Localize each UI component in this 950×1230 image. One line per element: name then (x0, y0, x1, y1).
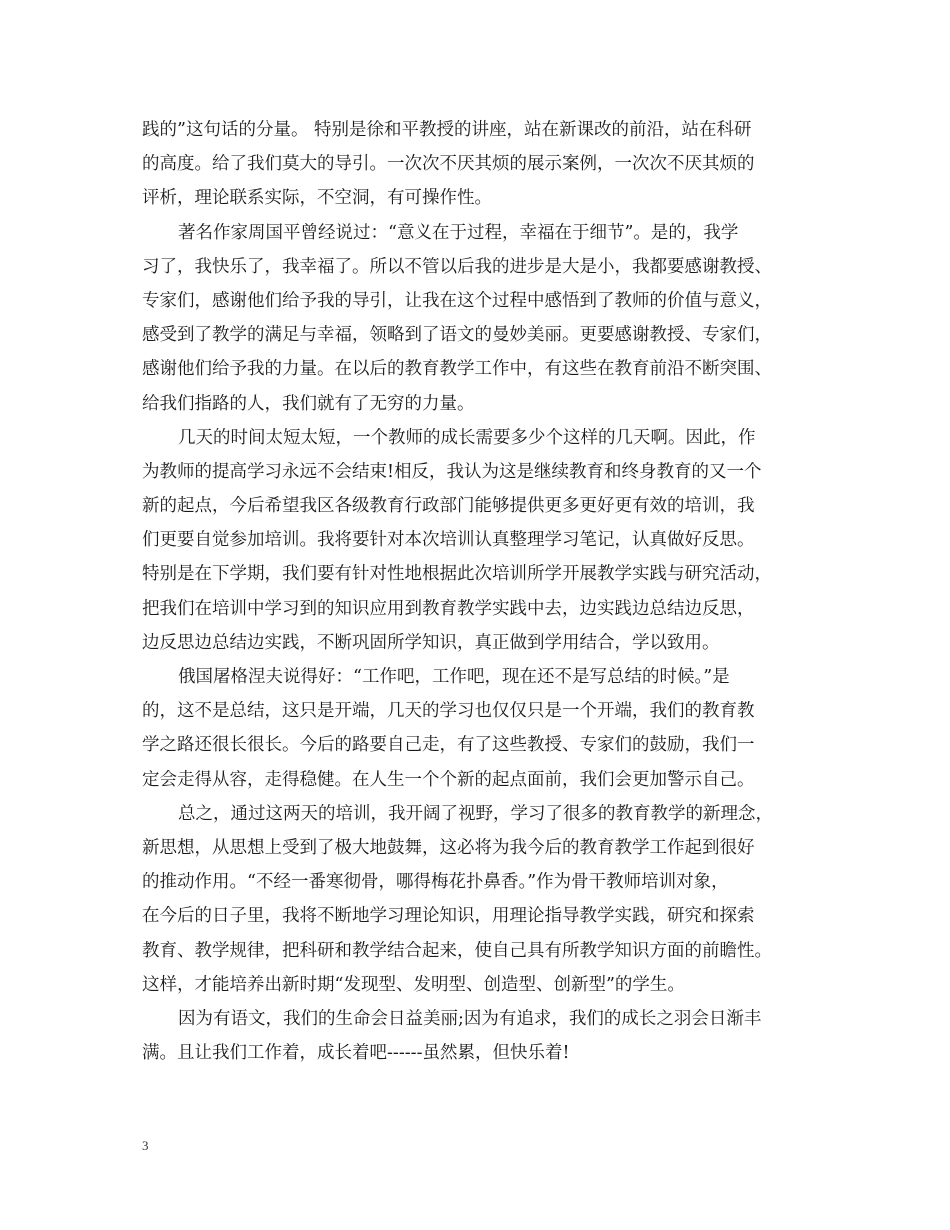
text-line: 感谢他们给予我的力量。在以后的教育教学工作中，有这些在教育前沿不断突围、 (142, 359, 772, 380)
text-line: 著名作家周国平曾经说过：“意义在于过程，幸福在于细节”。是的，我学 (178, 222, 739, 243)
text-line: 习了，我快乐了，我幸福了。所以不管以后我的进步是大是小，我都要感谢教授、 (142, 256, 772, 277)
text-line: 学之路还很长很长。今后的路要自己走，有了这些教授、专家们的鼓励，我们一 (142, 735, 755, 756)
text-line: 总之，通过这两天的培训，我开阔了视野，学习了很多的教育教学的新理念， (178, 803, 773, 824)
text-line: 教育、教学规律，把科研和教学结合起来，使自己具有所教学知识方面的前瞻性。 (142, 940, 772, 961)
text-line: 把我们在培训中学习到的知识应用到教育教学实践中去，边实践边总结边反思， (142, 598, 755, 619)
text-line: 的推动作用。“不经一番寒彻骨，哪得梅花扑鼻香。”作为骨干教师培训对象， (142, 872, 729, 893)
text-line: 感受到了教学的满足与幸福，领略到了语文的曼妙美丽。更要感谢教授、专家们， (142, 325, 772, 346)
text-line: 评析，理论联系实际，不空洞，有可操作性。 (142, 188, 492, 209)
text-line: 的高度。给了我们莫大的导引。一次次不厌其烦的展示案例，一次次不厌其烦的 (142, 154, 755, 175)
text-line: 特别是在下学期，我们要有针对性地根据此次培训所学开展教学实践与研究活动， (142, 564, 772, 585)
text-line: 践的”这句话的分量。 特别是徐和平教授的讲座，站在新课改的前沿，站在科研 (142, 120, 752, 140)
text-line: 几天的时间太短太短，一个教师的成长需要多少个这样的几天啊。因此，作 (178, 427, 756, 448)
text-line: 这样，才能培养出新时期“发现型、发明型、创造型、创新型”的学生。 (142, 974, 685, 995)
text-line: 在今后的日子里，我将不断地学习理论知识，用理论指导教学实践，研究和探索 (142, 906, 755, 927)
text-line: 边反思边总结边实践，不断巩固所学知识，真正做到学用结合，学以致用。 (142, 632, 720, 653)
page-number: 3 (142, 1138, 149, 1153)
text-line: 定会走得从容，走得稳健。在人生一个个新的起点面前，我们会更加警示自己。 (142, 769, 755, 790)
body-text (142, 113, 826, 1070)
text-line: 因为有语文，我们的生命会日益美丽;因为有追求，我们的成长之羽会日渐丰 (178, 1008, 762, 1029)
text-line: 专家们，感谢他们给予我的导引，让我在这个过程中感悟到了教师的价值与意义， (142, 290, 772, 311)
text-line: 满。且让我们工作着，成长着吧------虽然累，但快乐着! (142, 1043, 570, 1064)
text-line: 为教师的提高学习永远不会结束!相反，我认为这是继续教育和终身教育的又一个 (142, 461, 762, 482)
text-line: 们更要自觉参加培训。我将要针对本次培训认真整理学习笔记，认真做好反思。 (142, 530, 755, 551)
text-line: 新思想，从思想上受到了极大地鼓舞，这必将为我今后的教育教学工作起到很好 (142, 837, 755, 858)
text-line: 给我们指路的人，我们就有了无穷的力量。 (142, 393, 475, 414)
text-line: 的，这不是总结，这只是开端，几天的学习也仅仅只是一个开端，我们的教育教 (142, 701, 755, 722)
text-line: 新的起点，今后希望我区各级教育行政部门能够提供更多更好更有效的培训，我 (142, 496, 755, 517)
text-line: 俄国屠格涅夫说得好：“工作吧，工作吧，现在还不是写总结的时候。”是 (178, 667, 730, 687)
